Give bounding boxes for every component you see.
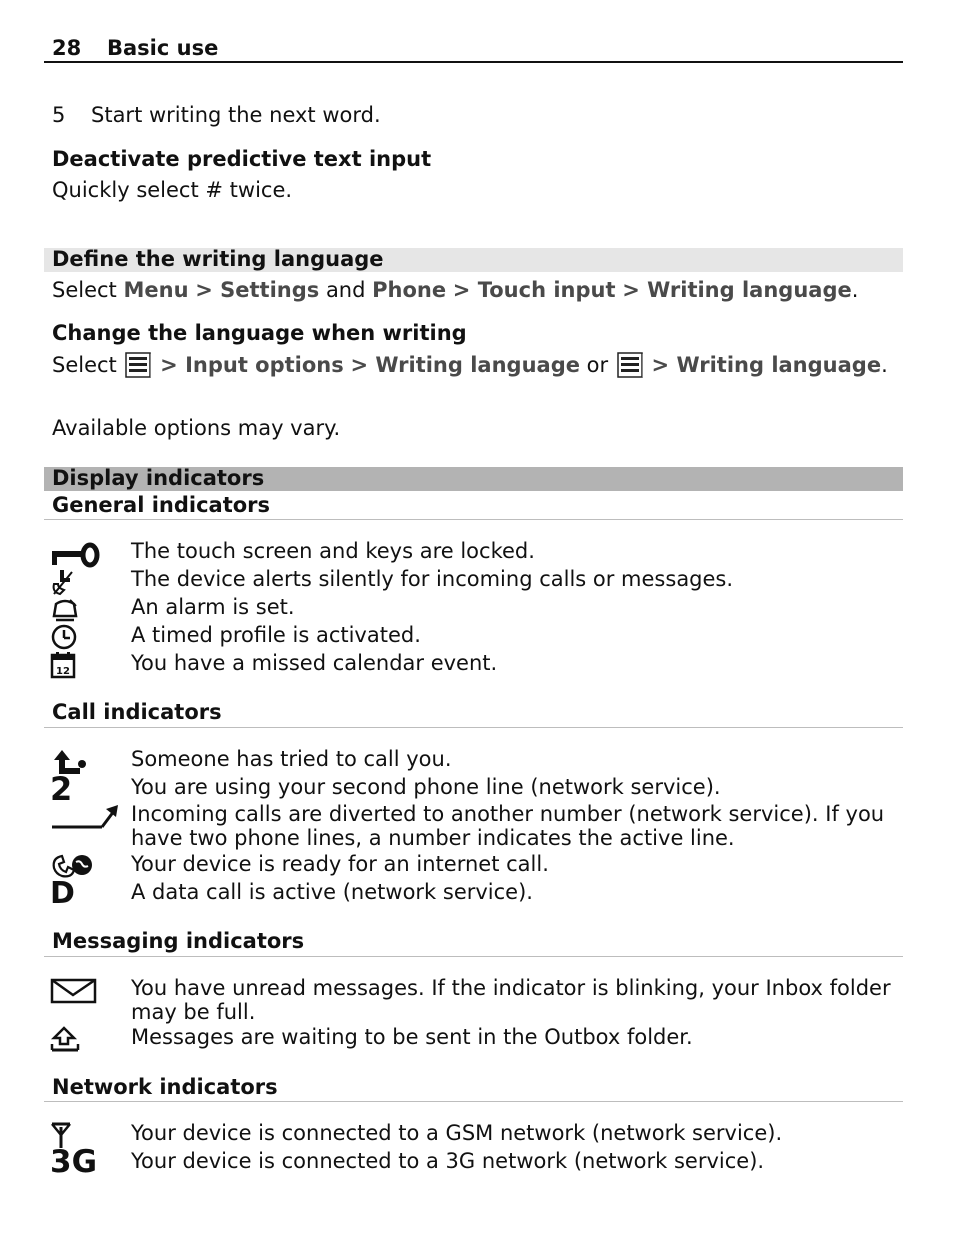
key-lock-icon xyxy=(50,541,98,569)
envelope-icon xyxy=(50,977,98,1005)
data-call-icon: D xyxy=(50,876,75,911)
step-number: 5 xyxy=(52,103,66,127)
touch-input-link[interactable]: > Touch input xyxy=(452,278,616,302)
list-item: You have unread messages. If the indicator is blinking, your Inbox folder may be full. xyxy=(131,976,891,1024)
deactivate-body: Quickly select # twice. xyxy=(52,178,293,202)
phone-link[interactable]: Phone xyxy=(372,278,447,302)
clock-icon xyxy=(50,623,98,651)
list-item: A data call is active (network service). xyxy=(131,880,533,904)
options-menu-icon-2[interactable] xyxy=(617,352,643,378)
define-period: . xyxy=(851,278,859,302)
messaging-rule xyxy=(44,956,903,957)
alarm-icon xyxy=(50,596,98,624)
general-indicators-heading: General indicators xyxy=(52,493,271,517)
display-indicators-heading: Display indicators xyxy=(52,466,265,490)
list-item: The device alerts silently for incoming calls or messages. xyxy=(131,567,734,591)
input-options-link[interactable]: > Input options xyxy=(160,353,344,377)
writing-language-link-2[interactable]: > Writing language xyxy=(350,353,580,377)
change-heading: Change the language when writing xyxy=(52,321,467,345)
network-rule xyxy=(44,1101,903,1102)
change-instructions xyxy=(52,352,888,378)
step-text: Start writing the next word. xyxy=(91,103,381,127)
list-item: You have a missed calendar event. xyxy=(131,651,498,675)
available-note: Available options may vary. xyxy=(52,416,341,440)
list-item: Messages are waiting to be sent in the Outbox folder. xyxy=(131,1025,693,1049)
list-item: You are using your second phone line (network service). xyxy=(131,775,721,799)
page-number: 28 xyxy=(52,36,82,60)
list-item: The touch screen and keys are locked. xyxy=(131,539,535,563)
page-header-title: Basic use xyxy=(107,36,219,60)
messaging-indicators-heading: Messaging indicators xyxy=(52,929,305,953)
define-heading: Define the writing language xyxy=(52,247,384,271)
list-item: Someone has tried to call you. xyxy=(131,747,452,771)
calendar-icon xyxy=(50,651,98,679)
general-rule xyxy=(44,519,903,520)
line-2-icon: 2 xyxy=(50,770,73,808)
list-item: Your device is connected to a 3G network (network service). xyxy=(131,1149,765,1173)
list-item: Your device is ready for an internet call. xyxy=(131,852,549,876)
divert-icon xyxy=(50,805,120,831)
silent-icon xyxy=(50,568,98,596)
change-select: Select xyxy=(52,353,117,377)
options-menu-icon[interactable] xyxy=(125,352,151,378)
calendar-icon-label: 12 xyxy=(56,666,70,677)
change-period: . xyxy=(881,353,888,377)
change-or: or xyxy=(586,353,609,377)
call-rule xyxy=(44,727,903,728)
outbox-icon xyxy=(50,1026,98,1054)
network-indicators-heading: Network indicators xyxy=(52,1075,278,1099)
list-item: Your device is connected to a GSM network (network service). xyxy=(131,1121,783,1145)
deactivate-heading: Deactivate predictive text input xyxy=(52,147,432,171)
3g-icon: 3G xyxy=(50,1144,98,1180)
call-indicators-heading: Call indicators xyxy=(52,700,222,724)
define-and: and xyxy=(325,278,366,302)
define-instructions xyxy=(52,278,858,302)
list-item: Incoming calls are diverted to another number (network service). If you have two phone lines, a number indicates the active line. xyxy=(131,802,885,850)
header-rule xyxy=(44,61,903,63)
settings-link[interactable]: > Settings xyxy=(195,278,320,302)
list-item: An alarm is set. xyxy=(131,595,295,619)
define-select: Select xyxy=(52,278,117,302)
menu-link[interactable]: Menu xyxy=(123,278,189,302)
writing-language-link[interactable]: > Writing language xyxy=(622,278,852,302)
writing-language-link-3[interactable]: > Writing language xyxy=(651,353,882,377)
list-item: A timed profile is activated. xyxy=(131,623,421,647)
